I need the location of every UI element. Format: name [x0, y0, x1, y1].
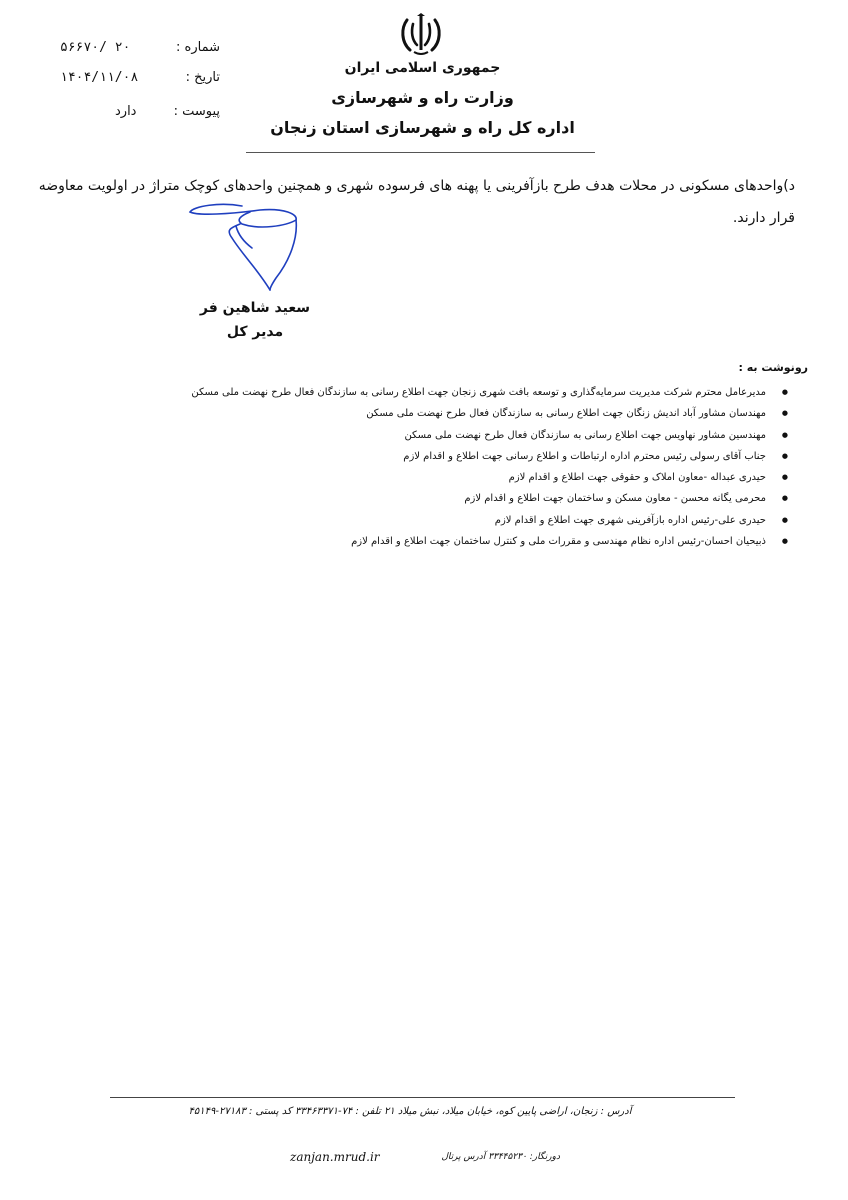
- footer-contact: [290, 1150, 560, 1170]
- letter-attachment-label: پیوست :: [173, 104, 220, 119]
- header-country: جمهوری اسلامی ایران: [344, 60, 501, 76]
- letter-number-row: [60, 40, 220, 64]
- cc-list: [128, 382, 788, 552]
- header-department: اداره کل راه و شهرسازی استان زنجان: [270, 118, 575, 137]
- letter-number-label: شماره :: [176, 40, 220, 55]
- footer-divider: [110, 1097, 735, 1098]
- body-paragraph: د)واحدهای مسکونی در محلات هدف طرح بازآفرینی یا پهنه های فرسوده شهری و همچنین واحدهای کوچک متراژ در اولویت معاوضه قرار دارند.: [38, 178, 795, 226]
- cc-item: ● محرمی یگانه محسن - معاون مسکن و ساختمان جهت اطلاع و اقدام لازم: [128, 488, 788, 509]
- cc-title: رونوشت به :: [738, 361, 808, 374]
- footer-address: آدرس : زنجان، اراضی پایین کوه، خیابان میلاد، نبش میلاد ۲۱ تلفن : ۷۴-۳۳۴۶۳۳۷۱ کد پستی : ۲۷۱۸۳-۴۵۱۴۹: [188, 1106, 632, 1117]
- footer-website-link[interactable]: zanjan.mrud.ir: [290, 1150, 380, 1164]
- letter-date-row: [60, 70, 220, 94]
- footer-fax-portal: دورنگار: ۳۳۴۴۵۲۳۰ آدرس پرتال: [441, 1152, 560, 1162]
- signature-image: [180, 198, 320, 308]
- letter-date-value: ۱۴۰۴/۱۱/۰۸: [60, 70, 139, 85]
- cc-item: ● مهندسین مشاور نهاویس جهت اطلاع رسانی به سازندگان فعال طرح نهضت ملی مسکن: [128, 425, 788, 446]
- cc-item: ● حیدری عبداله -معاون املاک و حقوقی جهت اطلاع و اقدام لازم: [128, 467, 788, 488]
- cc-item: ● جناب آقای رسولی رئیس محترم اداره ارتباطات و اطلاع رسانی جهت اطلاع و اقدام لازم: [128, 446, 788, 467]
- signer-name: سعید شاهین فر: [199, 300, 310, 316]
- cc-item: ● ذبیحیان احسان-رئیس اداره نظام مهندسی و مقررات ملی و کنترل ساختمان جهت اطلاع و اقدام لازم: [128, 531, 788, 552]
- letter-date-label: تاریخ :: [185, 70, 220, 85]
- header-ministry: وزارت راه و شهرسازی: [331, 88, 514, 107]
- iran-emblem-icon: [398, 12, 444, 58]
- letter-attachment-value: دارد: [115, 104, 137, 119]
- cc-item: ● مدیرعامل محترم شرکت مدیریت سرمایه‌گذاری و توسعه بافت شهری زنجان جهت اطلاع رسانی به سازندگان فعال طرح نهضت ملی مسکن: [128, 382, 788, 403]
- header-divider: [246, 152, 595, 153]
- letter-attachment-row: [60, 104, 220, 128]
- signer-role: مدیر کل: [226, 324, 284, 340]
- cc-item: ● حیدری علی-رئیس اداره بازآفرینی شهری جهت اطلاع و اقدام لازم: [128, 510, 788, 531]
- letter-number-value: ۲۰ /۵۶۶۷۰: [60, 40, 131, 55]
- cc-item: ● مهندسان مشاور آباد اندیش زنگان جهت اطلاع رسانی به سازندگان فعال طرح نهضت ملی مسکن: [128, 403, 788, 424]
